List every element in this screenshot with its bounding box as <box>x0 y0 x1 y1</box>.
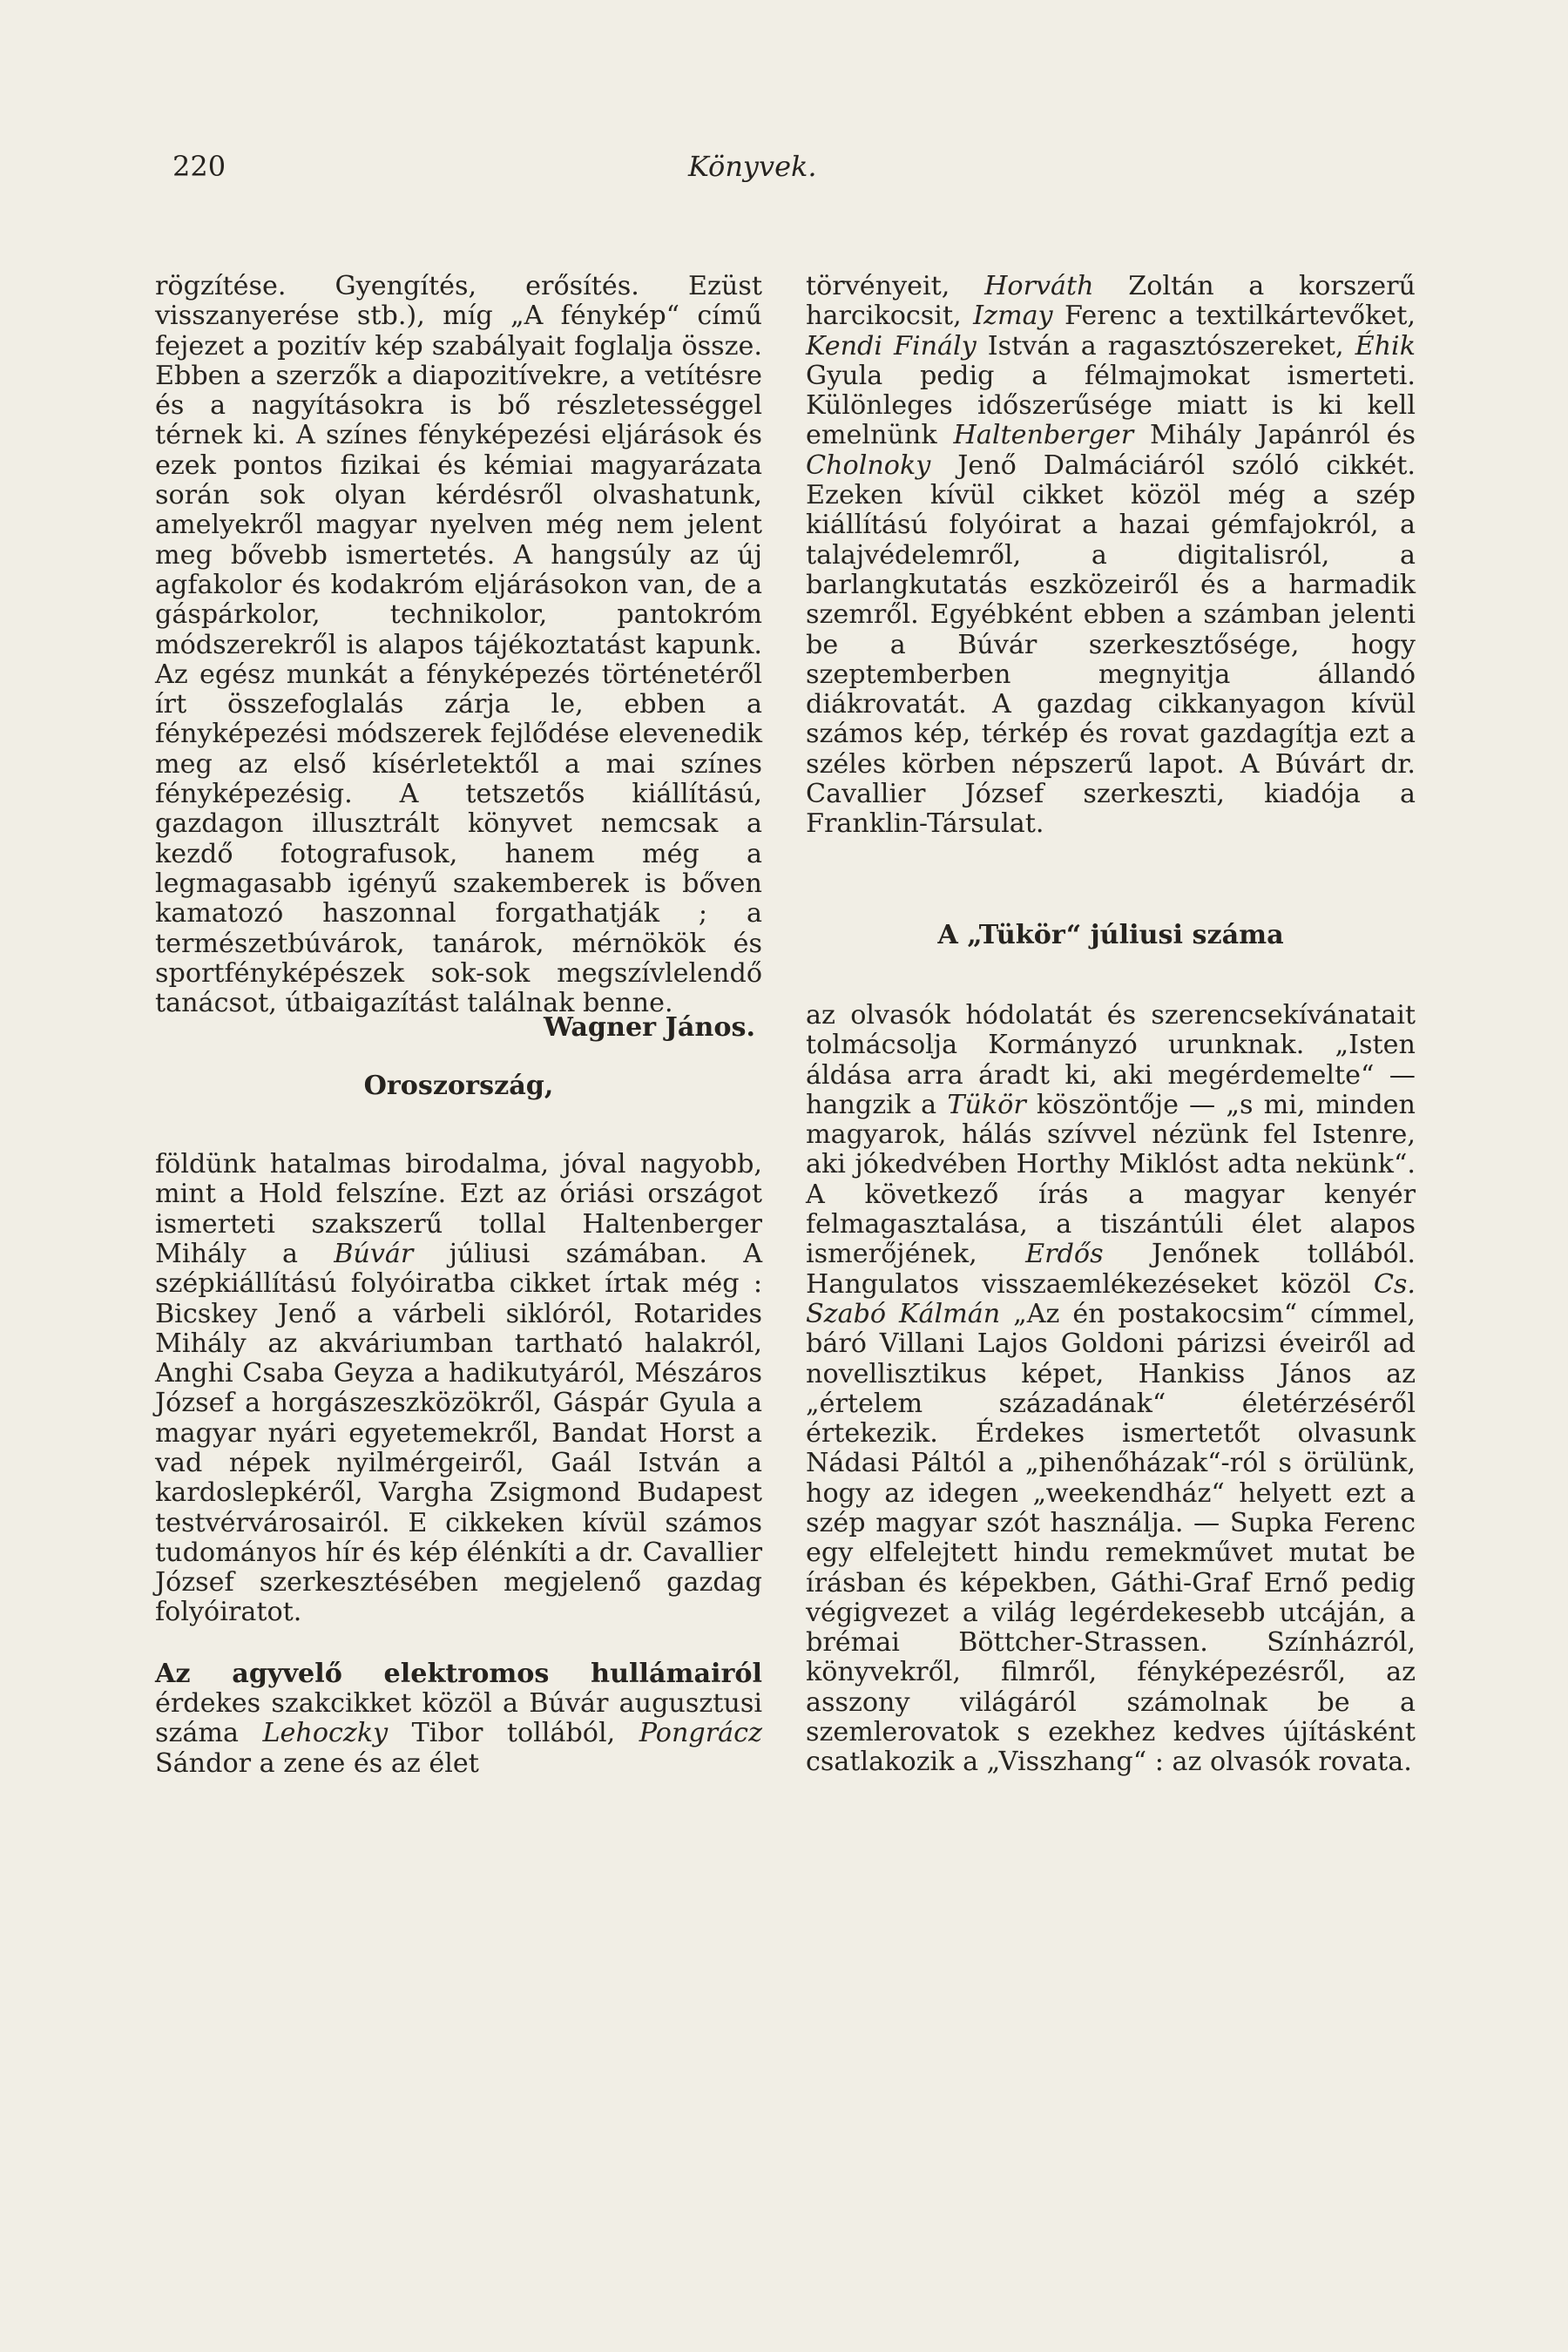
italic-name: Kendi Finály <box>806 330 977 362</box>
paragraph-buvar-august-cont <box>806 272 1416 840</box>
author-signature: Wagner János. <box>544 1012 755 1044</box>
paragraph-text: Jenőnek tollából. Hangulatos visszaemlékezéseket közöl <box>806 1239 1416 1300</box>
paragraph-text: Sándor a zene és az élet <box>155 1747 479 1779</box>
section-heading-oroszorszag: Oroszország, <box>363 1070 554 1101</box>
paragraph-text: István a ragasztószereket, <box>976 330 1355 362</box>
paragraph-tukor-july <box>806 1001 1416 1778</box>
paragraph-brain-waves <box>155 1659 762 1779</box>
paragraph-text: köszöntője — „s mi, minden magyarok, hálás szívvel nézünk fel Istenre, aki jókedvében Horthy Miklóst adta nekünk“. A következő írás a magyar kenyér felmagasztalása, a tiszántúli élet alapos ismerőjének, <box>806 1089 1416 1270</box>
paragraph-text: az olvasók hódolatát és szerencsekívánatait tolmácsolja Kormányzó urunknak. „Isten áldása arra áradt ki, aki megérdemelte“ — hangzik a <box>806 999 1416 1120</box>
bold-lead-heading: Az agyvelő elektromos hullámairól <box>155 1658 762 1689</box>
paragraph-text: Jenő Dalmáciáról szóló cikkét. Ezeken kívül cikket közöl még a szép kiállítású folyóirat a hazai gémfajokról, a talajvédelemről, a digitalisról, a barlangkutatás eszközeiről és a harmadik szemről. Egyébként ebben a számban jelenti be a Búvár szerkesztősége, hogy szeptemberben megnyitja állandó diákrovatát. A gazdag cikkanyagon kívül számos kép, térkép és rovat gazdagítja ezt a széles körben népszerű lapot. A Búvárt dr. Cavallier József szerkeszti, kiadója a Franklin-Társulat. <box>806 449 1416 840</box>
italic-name: Pongrácz <box>639 1718 762 1749</box>
paragraph-photography-review <box>155 272 762 1018</box>
italic-name: Cholnoky <box>806 449 931 481</box>
italic-name: Haltenberger <box>953 420 1134 451</box>
paragraph-text: földünk hatalmas birodalma, jóval nagyobb, mint a Hold felszíne. Ezt az óriási országot ismerteti szakszerű tollal Haltenberger Mihály a <box>155 1149 762 1269</box>
paragraph-text: „Az én postakocsim“ címmel, báró Villani Lajos Goldoni párizsi éveiről ad novellisztikus képet, Hankiss János az „értelem századának“ életérzéséről értekezik. Érdekes ismertetőt olvasunk Nádasi Páltól a „pihenőházak“-ról s örülünk, hogy az idegen „weekendház“ helyett ezt a szép magyar szót használja. — Supka Ferenc egy elfelejtett hindu remekművet mutat be írásban és képekben, Gáthi-Graf Ernő pedig végigvezet a világ legérdekesebb utcáján, a brémai Böttcher-Strassen. Színházról, könyvekről, filmről, fényképezésről, az asszony világáról számolnak be a szemlerovatok s ezekhez kedves újításként csatlakozik a „Visszhang“ : az olvasók rovata. <box>806 1298 1416 1778</box>
italic-name: Horváth <box>984 271 1094 301</box>
paragraph-text: Tibor tollából, <box>388 1718 639 1749</box>
italic-name: Lehoczky <box>262 1718 389 1749</box>
section-heading-tukor: A „Tükör“ júliusi száma <box>937 919 1284 950</box>
paragraph-text: Mihály Japánról és <box>1133 420 1416 451</box>
paragraph-text: júliusi számában. A szépkiállítású folyóiratba cikket írtak még : Bicskey Jenő a várbeli siklóról, Rotarides Mihály az akváriumban tartható halakról, Anghi Csaba Geyza a hadikutyáról, Mészáros József a horgászeszközökről, Gáspár Gyula a magyar nyári egyetemekről, Bandat Horst a vad népek nyilmérgeiről, Gaál István a kardoslepkéről, Vargha Zsigmond Budapest testvérvárosairól. E cikkeken kívül számos tudományos hír és kép élénkíti a dr. Cavallier József szerkesztésében megjelenő gazdag folyóiratot. <box>155 1238 762 1628</box>
paragraph-text: törvényeit, <box>806 271 985 301</box>
right-column <box>806 272 1416 1778</box>
italic-name: Erdős <box>1025 1239 1104 1270</box>
italic-title: Tükör <box>947 1089 1026 1120</box>
italic-title: Búvár <box>334 1238 414 1269</box>
paragraph-text: érdekes szakcikket közöl a Búvár augusztusi száma <box>155 1688 762 1749</box>
paragraph-text: Ferenc a textilkártevőket, <box>1052 301 1416 332</box>
italic-name: Éhik <box>1355 330 1416 362</box>
paragraph-text: Zoltán a korszerű harcikocsit, <box>806 271 1416 332</box>
page-header <box>0 150 1568 193</box>
paragraph-text: Gyula pedig a félmajmokat ismerteti. Különleges időszerűsége miatt is ki kell emelnünk <box>806 360 1416 451</box>
left-column <box>155 272 762 1779</box>
page-number: 220 <box>172 150 226 183</box>
italic-name: Cs. Szabó Kálmán <box>806 1268 1416 1329</box>
running-title: Könyvek. <box>688 150 817 183</box>
paragraph-buvar-july <box>155 1150 762 1628</box>
paragraph-text: rögzítése. Gyengítés, erősítés. Ezüst visszanyerése stb.), míg „A fénykép“ című fejezet a pozitív kép szabályait foglalja össze. Ebben a szerzők a diapozitívekre, a vetítésre és a nagyításokra is bő részletességgel térnek ki. A színes fényképezési eljárások és ezek pontos fizikai és kémiai magyarázata során sok olyan kérdésről olvashatunk, amelyekről magyar nyelven még nem jelent meg bővebb ismertetés. A hangsúly az új agfakolor és kodakróm eljárásokon van, de a gáspárkolor, technikolor, pantokróm módszerekről is alapos tájékoztatást kapunk. Az egész munkát a fényképezés történetéről írt összefoglalás zárja le, ebben a fényképezési módszerek fejlődése elevenedik meg az első kísérletektől a mai színes fényképezésig. A tetszetős kiállítású, gazdagon illusztrált könyvet nemcsak a kezdő fotografusok, hanem még a legmagasabb igényű szakemberek is bőven kamatozó haszonnal forgathatják ; a természetbúvárok, tanárok, mérnökök és sportfényképészek sok-sok megszívlelendő tanácsot, útbaigazítást találnak benne. <box>155 271 762 1019</box>
italic-name: Izmay <box>973 301 1053 332</box>
